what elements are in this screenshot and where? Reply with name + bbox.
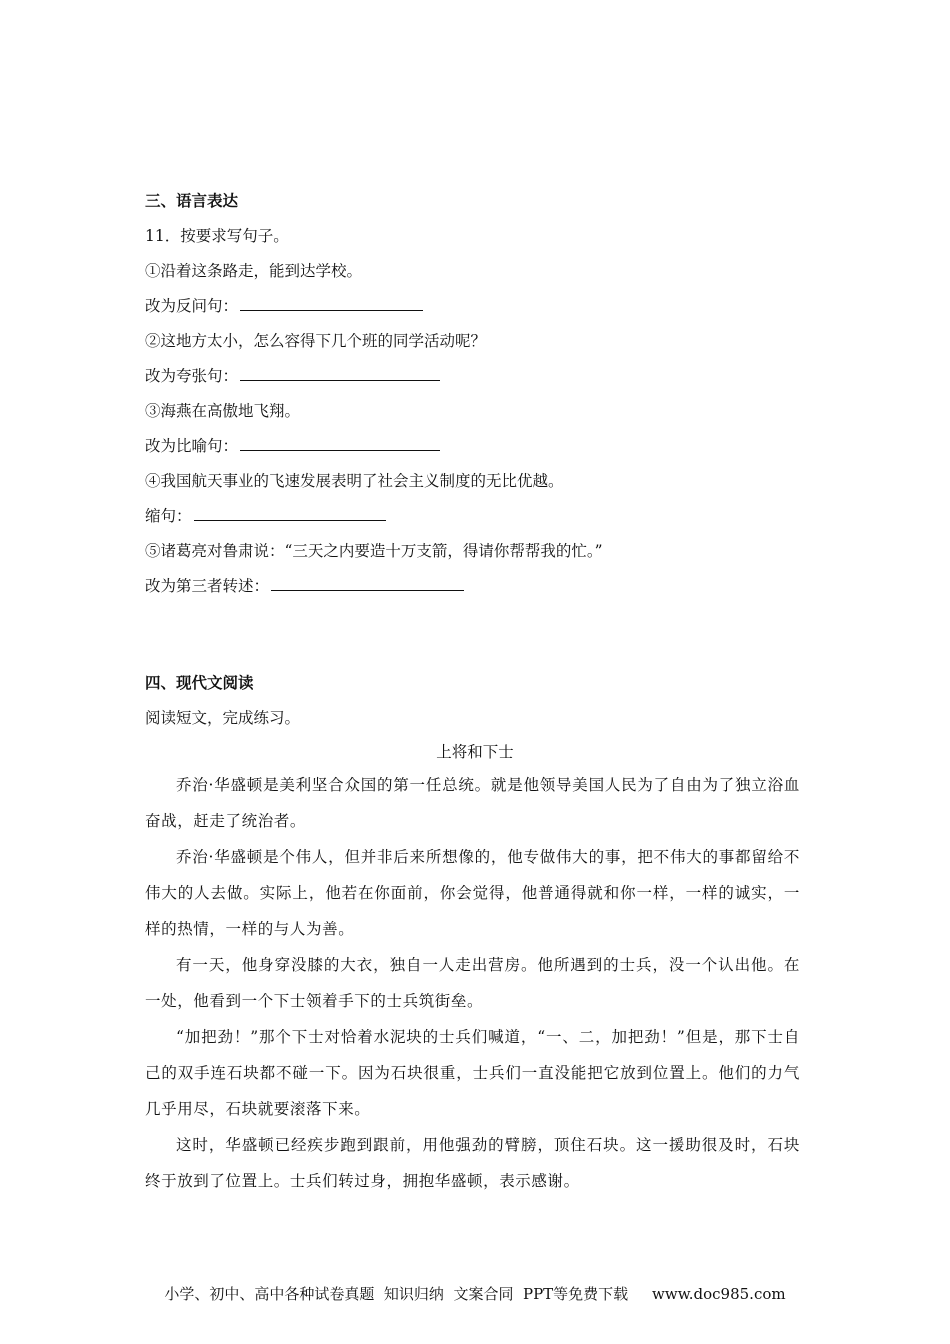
passage-paragraph-1: 乔治·华盛顿是美利坚合众国的第一任总统。就是他领导美国人民为了自由为了独立浴血奋战，赶走了统治者。 bbox=[145, 776, 800, 830]
answer-row-3 bbox=[145, 436, 440, 456]
section-3-heading: 三、语言表达 bbox=[145, 192, 239, 210]
passage-paragraph-4: “加把劲！”那个下士对恰着水泥块的士兵们喊道，“一、二，加把劲！”但是，那下士自己的双手连石块都不碰一下。因为石块很重，士兵们一直没能把它放到位置上。他们的力气几乎用尽，石块就要滚落下来。 bbox=[145, 1028, 800, 1118]
passage-title: 上将和下士 bbox=[436, 743, 514, 761]
section-4-heading: 四、现代文阅读 bbox=[145, 674, 254, 692]
prompt-4: 缩句： bbox=[145, 507, 192, 525]
sentence-5: ⑤诸葛亮对鲁肃说：“三天之内要造十万支箭，得请你帮帮我的忙。” bbox=[145, 542, 603, 560]
answer-blank-3[interactable] bbox=[240, 436, 440, 451]
answer-row-2 bbox=[145, 366, 440, 386]
prompt-2: 改为夸张句： bbox=[145, 367, 239, 385]
sentence-1: ①沿着这条路走，能到达学校。 bbox=[145, 262, 363, 280]
reading-instruction: 阅读短文，完成练习。 bbox=[145, 709, 301, 727]
sentence-3: ③海燕在高傲地飞翔。 bbox=[145, 402, 301, 420]
prompt-5: 改为第三者转述： bbox=[145, 577, 270, 595]
answer-row-1 bbox=[145, 296, 423, 316]
answer-blank-1[interactable] bbox=[240, 296, 423, 311]
sentence-2: ②这地方太小，怎么容得下几个班的同学活动呢？ bbox=[145, 332, 487, 350]
passage-paragraph-2: 乔治·华盛顿是个伟人，但并非后来所想像的，他专做伟大的事，把不伟大的事都留给不伟大的人去做。实际上，他若在你面前，你会觉得，他普通得就和你一样，一样的诚实，一样的热情，一样的与人为善。 bbox=[145, 848, 800, 938]
answer-row-5 bbox=[145, 576, 464, 596]
page-footer: 小学、初中、高中各种试卷真题 知识归纳 文案合同 PPT等免费下载 www.doc985.com bbox=[164, 1285, 786, 1303]
prompt-1: 改为反问句： bbox=[145, 297, 239, 315]
sentence-4: ④我国航天事业的飞速发展表明了社会主义制度的无比优越。 bbox=[145, 472, 564, 490]
passage-paragraph-5: 这时，华盛顿已经疾步跑到跟前，用他强劲的臂膀，顶住石块。这一援助很及时，石块终于放到了位置上。士兵们转过身，拥抱华盛顿，表示感谢。 bbox=[145, 1136, 800, 1190]
passage-paragraph-3: 有一天，他身穿没膝的大衣，独自一人走出营房。他所遇到的士兵，没一个认出他。在一处，他看到一个下士领着手下的士兵筑街垒。 bbox=[145, 956, 800, 1010]
prompt-3: 改为比喻句： bbox=[145, 437, 239, 455]
question-11: 11．按要求写句子。 bbox=[145, 227, 289, 245]
answer-blank-5[interactable] bbox=[271, 576, 464, 591]
answer-blank-4[interactable] bbox=[194, 506, 386, 521]
answer-blank-2[interactable] bbox=[240, 366, 440, 381]
answer-row-4 bbox=[145, 506, 386, 526]
